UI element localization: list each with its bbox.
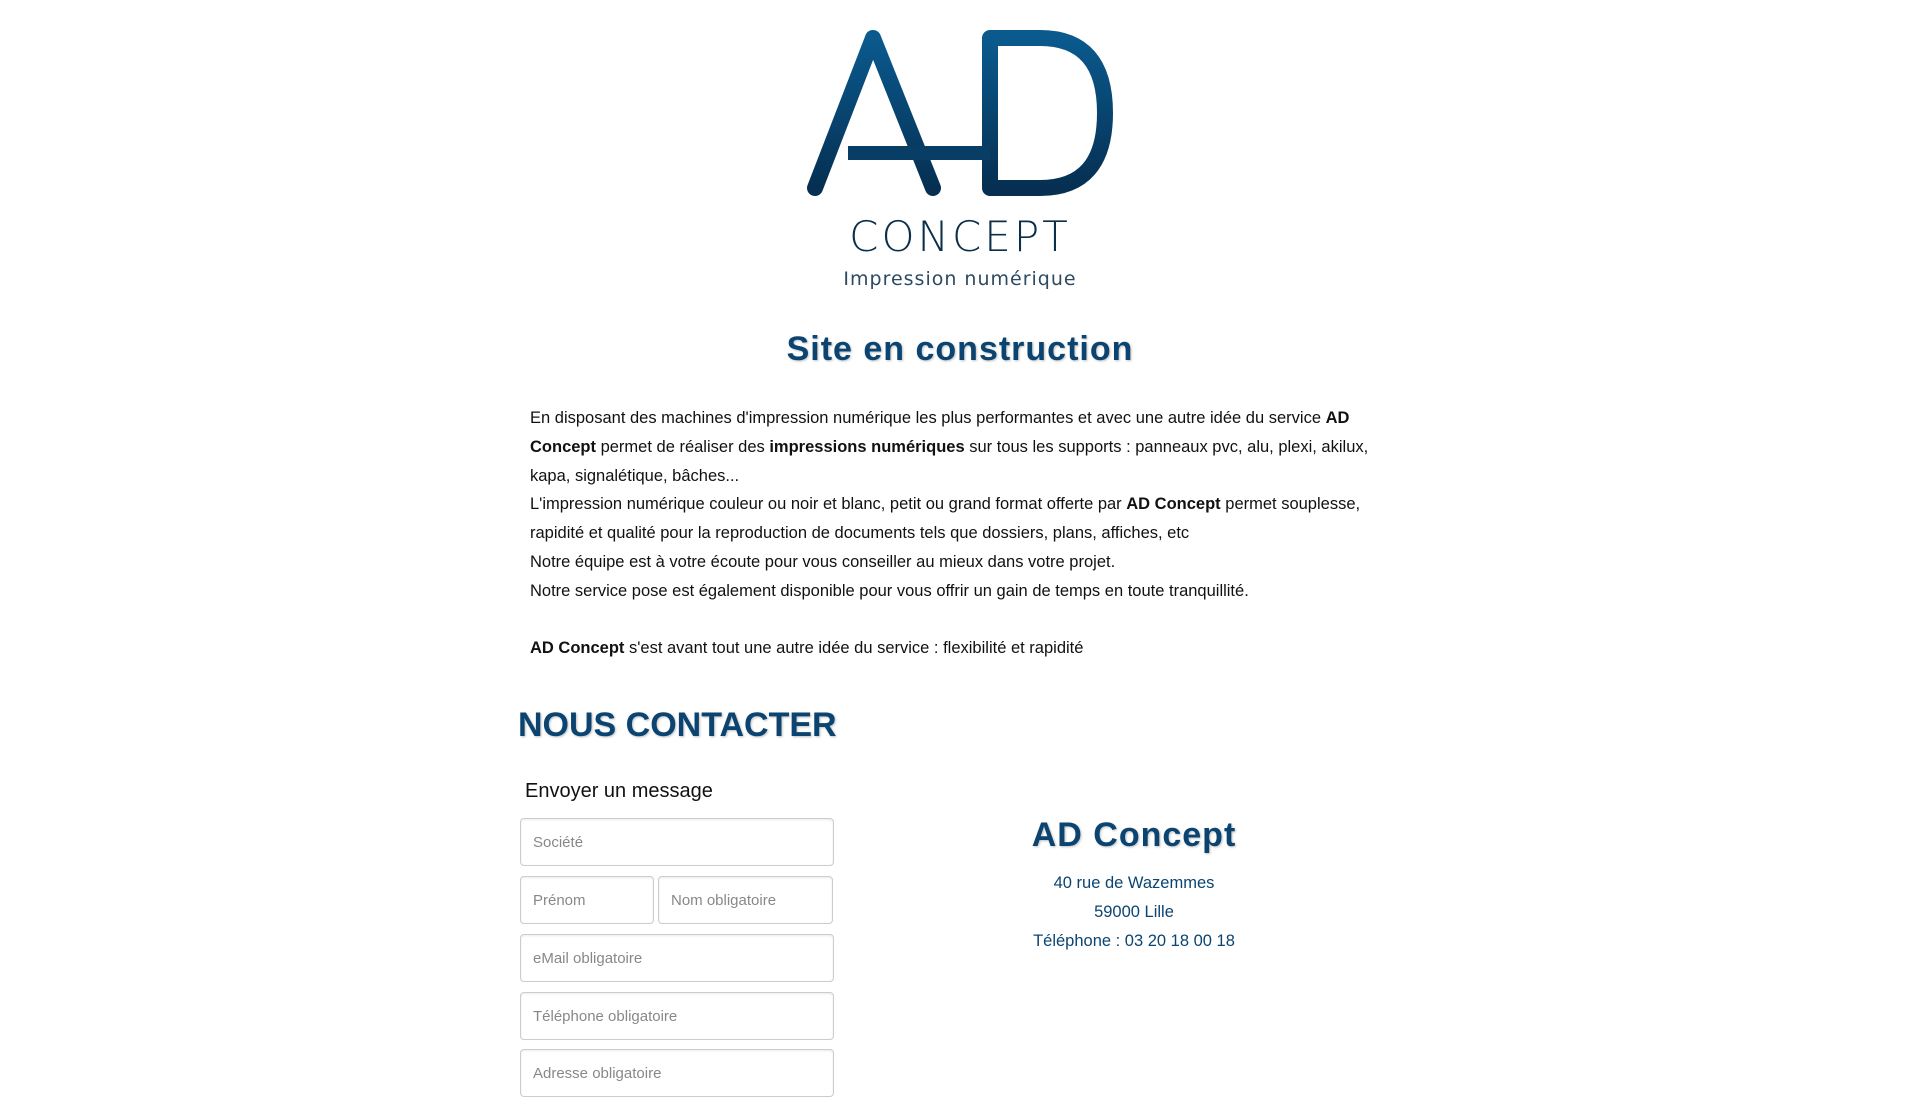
- keyword: impressions numériques: [769, 437, 965, 456]
- intro-paragraph: Notre service pose est également disponible pour vous offrir un gain de temps en toute tranquillité.: [530, 581, 1249, 600]
- form-title: Envoyer un message: [525, 780, 713, 802]
- text: En disposant des machines d'impression numérique les plus performantes et avec une autre idée du service: [530, 409, 1326, 427]
- brand-name: AD Concept: [1126, 495, 1221, 514]
- page-title: Site en construction: [786, 330, 1134, 368]
- logo-tagline: Impression numérique: [843, 268, 1077, 290]
- text: s'est avant tout une autre idée du service : flexibilité et rapidité: [624, 639, 1084, 658]
- street-address: 40 rue de Wazemmes: [1053, 874, 1215, 892]
- city: 59000 Lille: [1094, 902, 1174, 921]
- company-info: [934, 869, 1334, 955]
- phone-input[interactable]: [520, 992, 834, 1040]
- company-name: AD Concept: [1031, 816, 1237, 854]
- intro-paragraph: [530, 404, 1392, 490]
- address-input[interactable]: [520, 1049, 834, 1097]
- brand-name: AD Concept: [530, 409, 1350, 456]
- brand-name: AD Concept: [530, 639, 625, 658]
- ad-concept-logo: [800, 28, 1120, 293]
- text: permet de réaliser des: [596, 437, 770, 456]
- intro-paragraph: [530, 634, 1392, 663]
- text: L'impression numérique couleur ou noir et blanc, petit ou grand format offerte par: [530, 495, 1127, 514]
- logo-concept-text: CONCEPT: [849, 212, 1071, 261]
- contact-heading: NOUS CONTACTER: [518, 706, 837, 744]
- firstname-input[interactable]: [520, 876, 654, 924]
- intro-paragraph: [530, 490, 1392, 548]
- intro-text: [530, 404, 1392, 663]
- phone-number: Téléphone : 03 20 18 00 18: [1033, 931, 1235, 950]
- company-input[interactable]: [520, 818, 834, 866]
- email-input[interactable]: [520, 934, 834, 982]
- text: sur tous les supports : panneaux pvc, alu, plexi, akilux, kapa, signalétique, bâches...: [530, 437, 1369, 485]
- text: permet souplesse, rapidité et qualité pour la reproduction de documents tels que dossiers, plans, affiches, etc: [530, 495, 1361, 543]
- intro-paragraph: Notre équipe est à votre écoute pour vous conseiller au mieux dans votre projet.: [530, 552, 1116, 571]
- lastname-input[interactable]: [658, 876, 833, 924]
